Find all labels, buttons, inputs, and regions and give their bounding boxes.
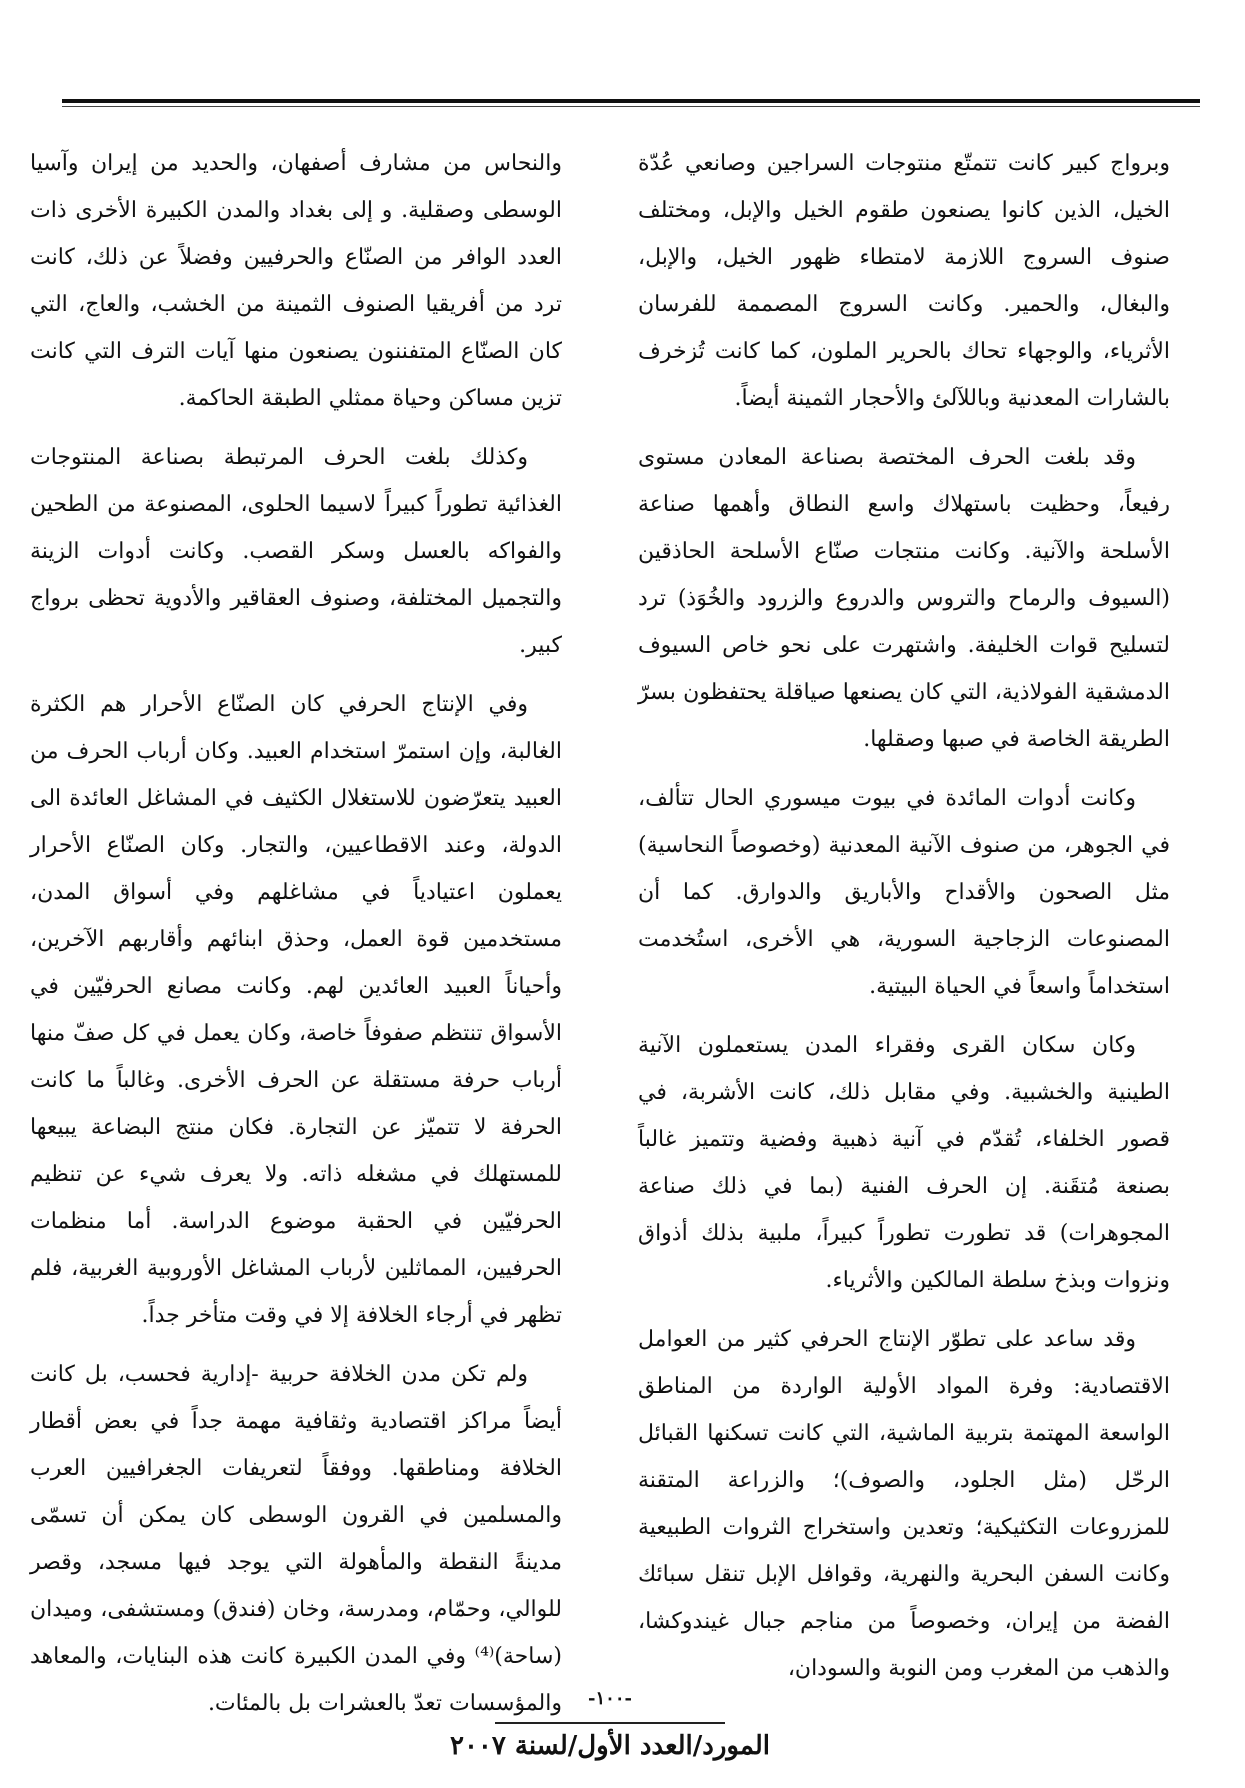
paragraph: وفي الإنتاج الحرفي كان الصنّاع الأحرار هم الكثرة الغالبة، وإن استمرّ استخدام العبيد. وكان أرباب الحرف من العبيد يتعرّضون للاستغلال الكثيف في المشاغل العائدة الى الدولة، وعند الاقطاعيين، والتجار. وكان الصنّاع الأحرار يعملون اعتيادياً في مشاغلهم وفي أسواق المدن، مستخدمين قوة العمل، وحذق ابنائهم وأقاربهم الآخرين، وأحياناً العبيد العائدين لهم. وكانت مصانع الحرفيّين في الأسواق تنتظم صفوفاً خاصة، وكان يعمل في كل صفّ منها أرباب حرفة مستقلة عن الحرف الأخرى. وغالباً ما كانت الحرفة لا تتميّز عن التجارة. فكان منتج البضاعة يبيعها للمستهلك في مشغله ذاته. ولا يعرف شيء عن تنظيم الحرفيّين في الحقبة موضوع الدراسة. أما منظمات الحرفيين، المماثلين لأرباب المشاغل الأوروبية الغربية، فلم تظهر في أرجاء الخلافة إلا في وقت متأخر جداً.: [30, 692, 562, 1328]
header-rule-thick: [62, 99, 1200, 103]
right-column: [638, 140, 1170, 1704]
paragraph: وكان سكان القرى وفقراء المدن يستعملون الآنية الطينية والخشبية. وفي مقابل ذلك، كانت الأشربة، في قصور الخلفاء، تُقدّم في آنية ذهبية وفضية وتتميز غالباً بصنعة مُتقَنة. إن الحرف الفنية (بما في ذلك صناعة المجوهرات) قد تطورت تطوراً كبيراً، ملبية بذلك أذواق ونزوات وبذخ سلطة المالكين والأثرياء.: [638, 1033, 1170, 1293]
left-column: [30, 140, 562, 1739]
paragraph: والنحاس من مشارف أصفهان، والحديد من إيران وآسيا الوسطى وصقلية. و إلى بغداد والمدن الكبيرة الأخرى ذات العدد الوافر من الصنّاع والحرفيين وفضلاً عن ذلك، كانت ترد من أفريقيا الصنوف الثمينة من الخشب، والعاج، التي كان الصنّاع المتفننون يصنعون منها آيات الترف التي كانت تزين مساكن وحياة ممثلي الطبقة الحاكمة.: [30, 151, 562, 411]
page-number: -١٠٠-: [588, 1688, 632, 1709]
footer-rule: [495, 1722, 725, 1724]
journal-footer: المورد/العدد الأول/لسنة ٢٠٠٧: [449, 1731, 770, 1761]
paragraph: وقد ساعد على تطوّر الإنتاج الحرفي كثير من العوامل الاقتصادية: وفرة المواد الأولية الواردة من المناطق الواسعة المهتمة بتربية الماشية، التي كانت تسكنها القبائل الرحّل (مثل الجلود، والصوف)؛ والزراعة المتقنة للمزروعات التكثيكية؛ وتعدين واستخراج الثروات الطبيعية وكانت السفن البحرية والنهرية، وقوافل الإبل تنقل سبائك الفضة من إيران، وخصوصاً من مناجم جبال غيندوكشا، والذهب من المغرب ومن النوبة والسودان،: [638, 1327, 1170, 1681]
paragraph: وكذلك بلغت الحرف المرتبطة بصناعة المنتوجات الغذائية تطوراً كبيراً لاسيما الحلوى، المصنوعة من الطحين والفواكه بالعسل وسكر القصب. وكانت أدوات الزينة والتجميل المختلفة، وصنوف العقاقير والأدوية تحظى برواج كبير.: [30, 445, 562, 658]
paragraph: ولم تكن مدن الخلافة حربية -إدارية فحسب، بل كانت أيضاً مراكز اقتصادية وثقافية مهمة جداً في بعض أقطار الخلافة ومناطقها. ووفقاً لتعريفات الجغرافيين العرب والمسلمين في القرون الوسطى كان يمكن أن تسمّى مدينةً النقطة والمأهولة التي يوجد فيها مسجد، وقصر للوالي، وحمّام، ومدرسة، وخان (فندق) ومستشفى، وميدان (ساحة)⁽⁴⁾ وفي المدن الكبيرة كانت هذه البنايات، والمعاهد والمؤسسات تعدّ بالعشرات بل بالمئات.: [30, 1362, 562, 1716]
paragraph: وقد بلغت الحرف المختصة بصناعة المعادن مستوى رفيعاً، وحظيت باستهلاك واسع النطاق وأهمها صناعة الأسلحة والآنية. وكانت منتجات صنّاع الأسلحة الحاذقين (السيوف والرماح والتروس والدروع والزرود والخُوَذ) ترد لتسليح قوات الخليفة. واشتهرت على نحو خاص السيوف الدمشقية الفولاذية، التي كان يصنعها صياقلة يحتفظون بسرّ الطريقة الخاصة في صبها وصقلها.: [638, 445, 1170, 752]
header-rule-thin: [62, 106, 1200, 107]
paragraph: وبرواج كبير كانت تتمتّع منتوجات السراجين وصانعي عُدّة الخيل، الذين كانوا يصنعون طقوم الخيل والإبل، ومختلف صنوف السروج اللازمة لامتطاء ظهور الخيل، والإبل، والبغال، والحمير. وكانت السروج المصممة للفرسان الأثرياء، والوجهاء تحاك بالحرير الملون، كما كانت تُزخرف بالشارات المعدنية وباللآلئ والأحجار الثمينة أيضاً.: [638, 151, 1170, 411]
paragraph: وكانت أدوات المائدة في بيوت ميسوري الحال تتألف، في الجوهر، من صنوف الآنية المعدنية (وخصوصاً النحاسية) مثل الصحون والأقداح والأباريق والدوارق. كما أن المصنوعات الزجاجية السورية، هي الأخرى، استُخدمت استخداماً واسعاً في الحياة البيتية.: [638, 786, 1170, 999]
